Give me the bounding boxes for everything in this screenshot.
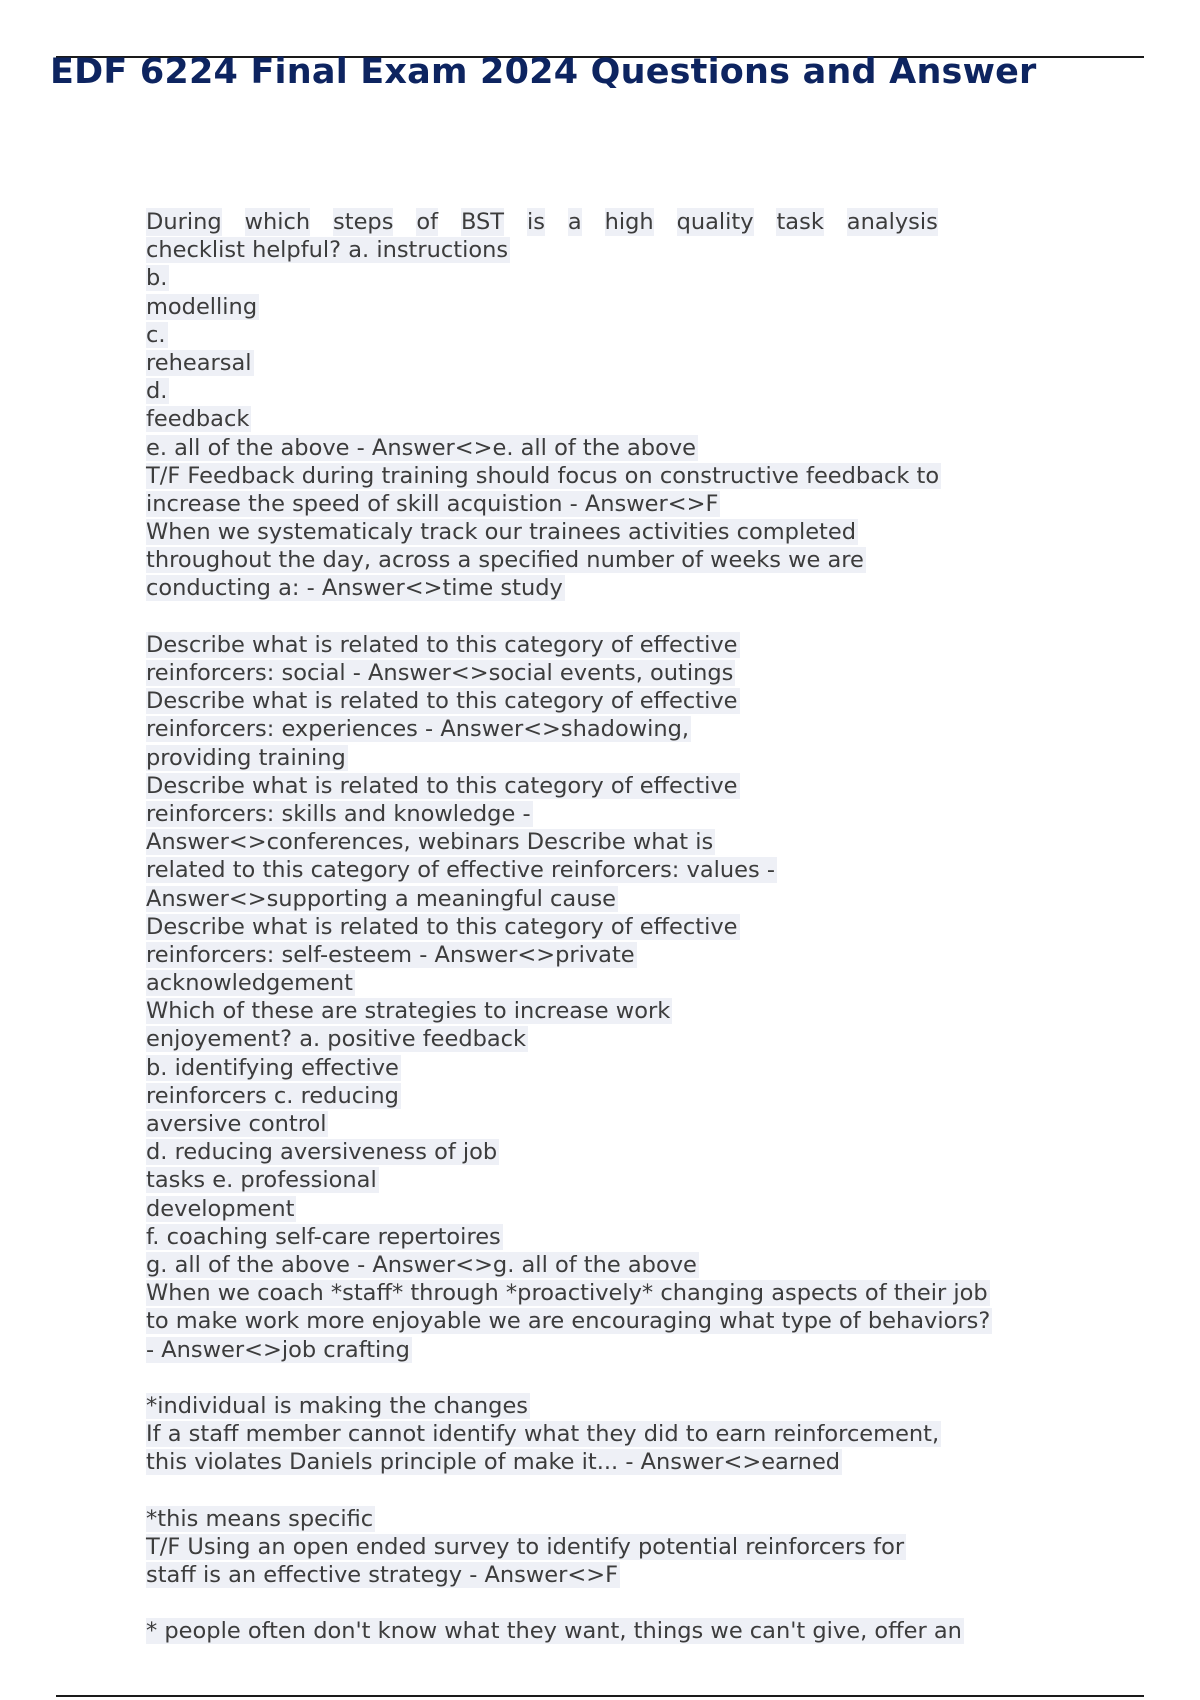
blank-line [146,1589,1066,1617]
text-line-content: reinforcers: skills and knowledge - [146,800,531,827]
text-line-content: d. reducing aversiveness of job [146,1139,498,1166]
text-line-content: reinforcers: experiences - Answer<>shadowing, [146,716,690,743]
text-line-content: * people often don't know what they want, things we can't give, offer an [146,1618,962,1645]
blank-line [146,1476,1066,1504]
text-line [146,1054,1066,1082]
text-line-content: f. coaching self-care repertoires [146,1223,501,1250]
text-line-content: *individual is making the changes [146,1392,529,1419]
text-line [146,1448,1066,1476]
text-line-content: enjoyement? a. positive feedback [146,1026,527,1053]
word: task [776,209,824,235]
text-line-content: acknowledgement [146,970,353,997]
text-line [146,1195,1066,1223]
text-line [146,546,1066,574]
word: steps [333,209,394,235]
text-line-content: conducting a: - Answer<>time study [146,575,563,602]
word: a [567,209,582,235]
text-line-content: Describe what is related to this category of effective [146,688,738,715]
text-line [146,1392,1066,1420]
text-line [146,997,1066,1025]
justified-first-line [146,208,938,236]
text-line-content: - Answer<>job crafting [146,1336,410,1363]
blank-line [146,1364,1066,1392]
text-line-content: providing training [146,744,346,771]
text-line-content: feedback [146,406,250,433]
word: is [526,209,545,235]
text-line-content: If a staff member cannot identify what they did to earn reinforcement, [146,1421,940,1448]
text-line [146,687,1066,715]
text-line [146,856,1066,884]
word: During [146,209,222,235]
text-line-content: When we coach *staff* through *proactively* changing aspects of their job [146,1280,988,1307]
text-line-content: development [146,1195,295,1222]
text-line [146,518,1066,546]
text-line-content: T/F Feedback during training should focus on constructive feedback to [146,462,940,489]
text-line [146,490,1066,518]
text-line-content: b. [146,265,168,292]
text-line [146,293,1066,321]
footer-rule [56,1695,1144,1697]
text-line-content: reinforcers: self-esteem - Answer<>private [146,941,635,968]
text-line [146,631,1066,659]
text-line [146,659,1066,687]
text-line-content: aversive control [146,1111,327,1137]
text-line-content: throughout the day, across a specified number of weeks we are [146,547,864,574]
text-line [146,574,1066,602]
text-line-content: staff is an effective strategy - Answer<>F [146,1562,619,1588]
text-line [146,434,1066,462]
text-line-content: b. identifying effective [146,1054,399,1081]
text-line [146,1617,1066,1645]
text-line [146,772,1066,800]
text-line-content: rehearsal [146,349,252,376]
text-line [146,969,1066,997]
text-line [146,1166,1066,1194]
word: analysis [846,209,938,235]
word: BST [460,209,505,235]
text-line-content: Describe what is related to this category of effective [146,913,738,940]
text-line [146,1025,1066,1053]
text-line [146,1251,1066,1279]
text-line-content: reinforcers: social - Answer<>social events, outings [146,660,734,686]
text-line [146,1505,1066,1533]
text-line [146,913,1066,941]
text-line-content: reinforcers c. reducing [146,1082,399,1109]
text-line [146,715,1066,743]
text-lines [146,236,1066,1645]
text-line [146,800,1066,828]
text-line-content: When we systematicaly track our trainees activities completed [146,519,856,546]
text-line [146,1307,1066,1335]
text-line [146,1561,1066,1589]
text-line-content: modelling [146,293,258,320]
word: of [416,209,439,235]
text-line [146,1110,1066,1138]
text-line-content: d. [146,378,168,405]
text-line [146,405,1066,433]
text-line-content: tasks e. professional [146,1167,377,1194]
text-line-content: e. all of the above - Answer<>e. all of the above [146,434,696,461]
word: quality [676,209,754,235]
text-line [146,941,1066,969]
text-line-content: to make work more enjoyable we are encouraging what type of behaviors? [146,1308,991,1335]
text-line-content: checklist helpful? a. instructions [146,237,509,264]
text-line [146,828,1066,856]
text-line [146,1279,1066,1307]
text-line-content: increase the speed of skill acquistion - Answer<>F [146,490,719,517]
text-line [146,1082,1066,1110]
text-line [146,1336,1066,1364]
text-line-content: Describe what is related to this category of effective [146,772,738,799]
word: which [244,209,311,235]
text-line [146,321,1066,349]
text-line [146,1420,1066,1448]
text-line-content: Answer<>conferences, webinars Describe what is [146,829,714,856]
text-line [146,236,1066,264]
qa-content [146,208,1066,1646]
text-line-content: g. all of the above - Answer<>g. all of the above [146,1251,697,1278]
text-line-content: related to this category of effective reinforcers: values - [146,857,775,884]
text-line-content: this violates Daniels principle of make it... - Answer<>earned [146,1449,841,1476]
blank-line [146,603,1066,631]
text-line [146,377,1066,405]
text-line-content: Describe what is related to this category of effective [146,631,738,658]
text-line [146,885,1066,913]
text-line-content: Answer<>supporting a meaningful cause [146,885,617,912]
text-line-content: c. [146,321,166,348]
word: high [604,209,654,235]
text-line [146,462,1066,490]
text-line [146,1223,1066,1251]
text-line-content: *this means specific [146,1505,374,1532]
text-line [146,1138,1066,1166]
text-line [146,264,1066,292]
document-title: EDF 6224 Final Exam 2024 Questions and Answer [50,52,1037,92]
text-line [146,744,1066,772]
text-line-content: T/F Using an open ended survey to identify potential reinforcers for [146,1533,905,1560]
text-line-content: Which of these are strategies to increase work [146,998,671,1025]
text-line [146,1533,1066,1561]
text-line [146,349,1066,377]
